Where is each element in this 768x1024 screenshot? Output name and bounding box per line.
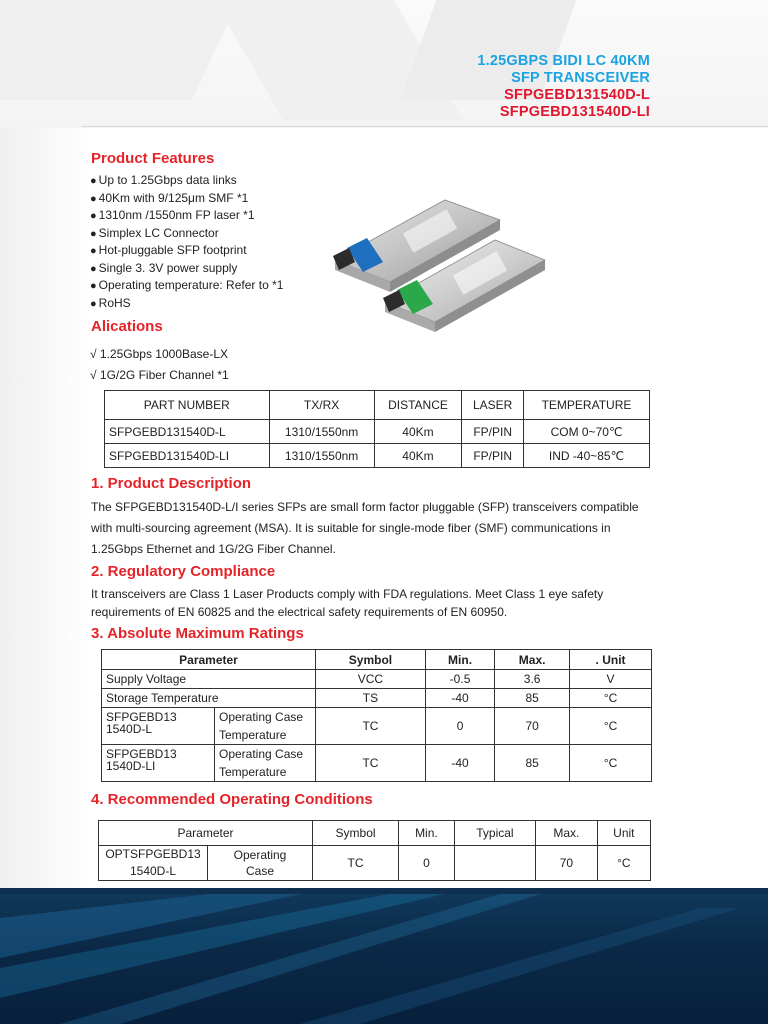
rec-op-heading: 4. Recommended Operating Conditions	[91, 791, 373, 808]
feature-item: ● Up to 1.25Gbps data links	[90, 172, 283, 190]
table-cell: 85	[495, 745, 570, 782]
table-cell: TC	[313, 846, 399, 881]
table-cell: TS	[316, 689, 426, 708]
table-cell: -40	[425, 689, 494, 708]
table-cell: °C	[597, 846, 650, 881]
table-header-cell: Symbol	[316, 650, 426, 670]
table-cell: V	[570, 670, 652, 689]
table-header-cell: DISTANCE	[374, 391, 462, 420]
table-cell: 70	[536, 846, 598, 881]
regulatory-heading: 2. Regulatory Compliance	[91, 563, 276, 580]
table-cell: SFPGEBD13 1540D-L	[102, 708, 215, 745]
table-header-cell: Max.	[536, 821, 598, 846]
title-block	[477, 53, 650, 121]
table-cell: VCC	[316, 670, 426, 689]
table-cell: Supply Voltage	[102, 670, 316, 689]
table-cell	[454, 846, 535, 881]
table-row	[102, 745, 652, 782]
table-row	[105, 420, 650, 444]
table-cell: TC	[316, 708, 426, 745]
table-header-cell: Max.	[495, 650, 570, 670]
table-header-row	[102, 650, 652, 670]
feature-item: ● RoHS	[90, 295, 283, 313]
table-cell: °C	[570, 689, 652, 708]
title-line-2: SFP TRANSCEIVER	[511, 70, 650, 86]
table-row	[102, 708, 652, 745]
feature-item: ● Single 3. 3V power supply	[90, 260, 283, 278]
feature-item: ● Hot-pluggable SFP footprint	[90, 242, 283, 260]
table-cell: 3.6	[495, 670, 570, 689]
footer-streaks	[0, 888, 768, 1024]
title-line-1: 1.25GBPS BIDI LC 40KM	[477, 53, 650, 69]
table-cell: FP/PIN	[462, 420, 524, 444]
table-row	[102, 689, 652, 708]
table-cell: SFPGEBD131540D-LI	[105, 444, 270, 468]
table-cell: °C	[570, 708, 652, 745]
table-cell: Operating Case Temperature	[215, 745, 316, 782]
table-cell: 70	[495, 708, 570, 745]
table-header-cell: PART NUMBER	[105, 391, 270, 420]
table-header-cell: . Unit	[570, 650, 652, 670]
table-cell: COM 0~70℃	[524, 420, 650, 444]
table-row	[102, 670, 652, 689]
footer-banner	[0, 888, 768, 1024]
table-header-cell: Min.	[425, 650, 494, 670]
description-text: The SFPGEBD131540D-L/I series SFPs are small form factor pluggable (SFP) transceivers compatible with multi-sourcing agreement (MSA). It is suitable for single-mode fiber (SMF) communications in 1.25Gbps Ethernet and 1G/2G Fiber Channel.	[91, 500, 639, 556]
table-cell: FP/PIN	[462, 444, 524, 468]
table-header-cell: Parameter	[99, 821, 313, 846]
applications-list	[90, 344, 229, 386]
recommended-operating-table	[98, 820, 651, 881]
table-cell: SFPGEBD13 1540D-LI	[102, 745, 215, 782]
model-li: SFPGEBD131540D-LI	[499, 104, 650, 120]
table-cell: 40Km	[374, 444, 462, 468]
table-header-cell: TX/RX	[269, 391, 374, 420]
header-divider	[82, 126, 768, 127]
features-list	[90, 172, 283, 312]
table-cell: 40Km	[374, 420, 462, 444]
table-cell: °C	[570, 745, 652, 782]
application-item: √ 1G/2G Fiber Channel *1	[90, 368, 229, 382]
table-cell: TC	[316, 745, 426, 782]
table-header-row	[99, 821, 651, 846]
absolute-max-table	[101, 649, 652, 782]
feature-item: ● 1310nm /1550nm FP laser *1	[90, 207, 283, 225]
table-header-cell: TEMPERATURE	[524, 391, 650, 420]
table-cell: Operating Case Temperature	[215, 708, 316, 745]
table-cell: Operating Case	[208, 846, 313, 881]
sfp-transceiver-image	[325, 190, 550, 335]
table-cell: 1310/1550nm	[269, 420, 374, 444]
header-background	[0, 0, 768, 128]
table-header-row	[105, 391, 650, 420]
feature-item: ● Operating temperature: Refer to *1	[90, 277, 283, 295]
application-item: √ 1.25Gbps 1000Base-LX	[90, 347, 229, 361]
regulatory-text: It transceivers are Class 1 Laser Products comply with FDA regulations. Meet Class 1 eye safety requirements of EN 60825 and the electrical safety requirements of EN 60950.	[91, 587, 604, 619]
feature-item: ● 40Km with 9/125μm SMF *1	[90, 190, 283, 208]
table-header-cell: Unit	[597, 821, 650, 846]
model-l: SFPGEBD131540D-L	[504, 87, 650, 103]
features-heading: Product Features	[91, 150, 215, 167]
table-row	[99, 846, 651, 881]
table-cell: 85	[495, 689, 570, 708]
table-cell: Storage Temperature	[102, 689, 316, 708]
applications-heading: Alications	[91, 318, 163, 335]
feature-item: ● Simplex LC Connector	[90, 225, 283, 243]
table-cell: -0.5	[425, 670, 494, 689]
table-row	[105, 444, 650, 468]
table-cell: 0	[425, 708, 494, 745]
table-header-cell: Symbol	[313, 821, 399, 846]
table-cell: SFPGEBD131540D-L	[105, 420, 270, 444]
table-cell: 0	[399, 846, 455, 881]
table-header-cell: Min.	[399, 821, 455, 846]
table-header-cell: LASER	[462, 391, 524, 420]
table-header-cell: Typical	[454, 821, 535, 846]
table-cell: OPTSFPGEBD13 1540D-L	[99, 846, 208, 881]
abs-max-heading: 3. Absolute Maximum Ratings	[91, 625, 304, 642]
side-shade	[0, 128, 90, 888]
table-cell: -40	[425, 745, 494, 782]
table-cell: IND -40~85℃	[524, 444, 650, 468]
table-header-cell: Parameter	[102, 650, 316, 670]
description-heading: 1. Product Description	[91, 475, 252, 492]
part-number-table	[104, 390, 650, 468]
table-cell: 1310/1550nm	[269, 444, 374, 468]
